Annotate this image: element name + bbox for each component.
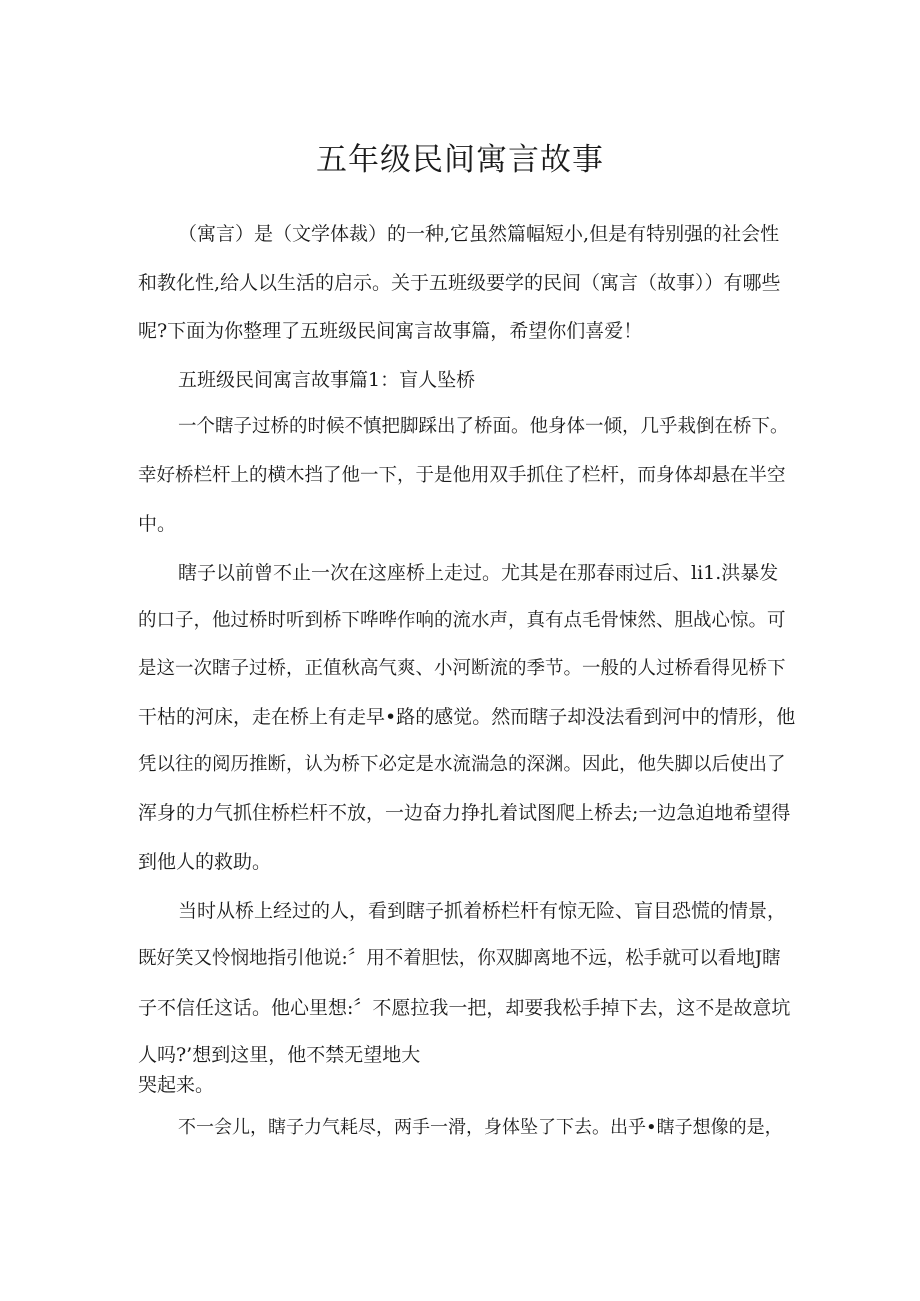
text-line: 凭以往的阅历推断，认为桥下必定是水流湍急的深渊。因此，他失脚以后使出了 [138,754,786,775]
text-line: 既好笑又怜悯地指引他说:〞用不着胆怯，你双脚离地不远，松手就可以看地J瞎 [138,948,781,969]
text-line: 中。 [138,513,177,535]
text-line: 是这一次瞎子过桥，正值秋高气爽、小河断流的季节。一般的人过桥看得见桥下 [138,658,786,679]
text-line: 当时从桥上经过的人，看到瞎子抓着桥栏杆有惊无险、盲目恐慌的情景， [178,900,787,922]
text-line: 不一会儿，瞎子力气耗尽，两手一滑，身体坠了下去。出乎•瞎子想像的是， [178,1117,783,1138]
text-line: 一个瞎子过桥的时候不慎把脚踩出了桥面。他身体一倾，几乎栽倒在桥下。 [178,416,789,437]
text-line: 的口子，他过桥时听到桥下哗哗作响的流水声，真有点毛骨悚然、胆战心惊。可 [138,610,786,631]
text-line: 干枯的河床，走在桥上有走早•路的感觉。然而瞎子却没法看到河中的情形，他 [138,706,796,728]
text-line: 人吗?’想到这里，他不禁无望地大 [138,1044,421,1066]
text-line: 幸好桥栏杆上的横木挡了他一下，于是他用双手抓住了栏杆，而身体却悬在半空 [138,465,786,486]
section-heading: 五班级民间寓言故事篇1：盲人坠桥 [178,369,476,391]
text-line: 呢?下面为你整理了五班级民间寓言故事篇，希望你们喜爱！ [138,320,643,342]
document-title: 五年级民间寓言故事 [316,142,604,178]
text-line: （寓言）是（文学体裁）的一种,它虽然篇幅短小,但是有特别强的社会性 [178,223,780,245]
text-line: 到他人的救助。 [138,851,272,873]
text-line: 瞎子以前曾不止一次在这座桥上走过。尤其是在那春雨过后、li1.洪暴发 [178,562,779,584]
text-line: 哭起来。 [138,1074,215,1096]
text-line: 子不信任这话。他心里想:〞不愿拉我一把，却要我松手掉下去，这不是故意坑 [138,997,791,1019]
text-line: 浑身的力气抓住桥栏杆不放，一边奋力挣扎着试图爬上桥去;一边急迫地希望得 [138,802,791,824]
text-line: 和教化性,给人以生活的启示。关于五班级要学的民间（寓言（故事））有哪些 [138,272,781,294]
